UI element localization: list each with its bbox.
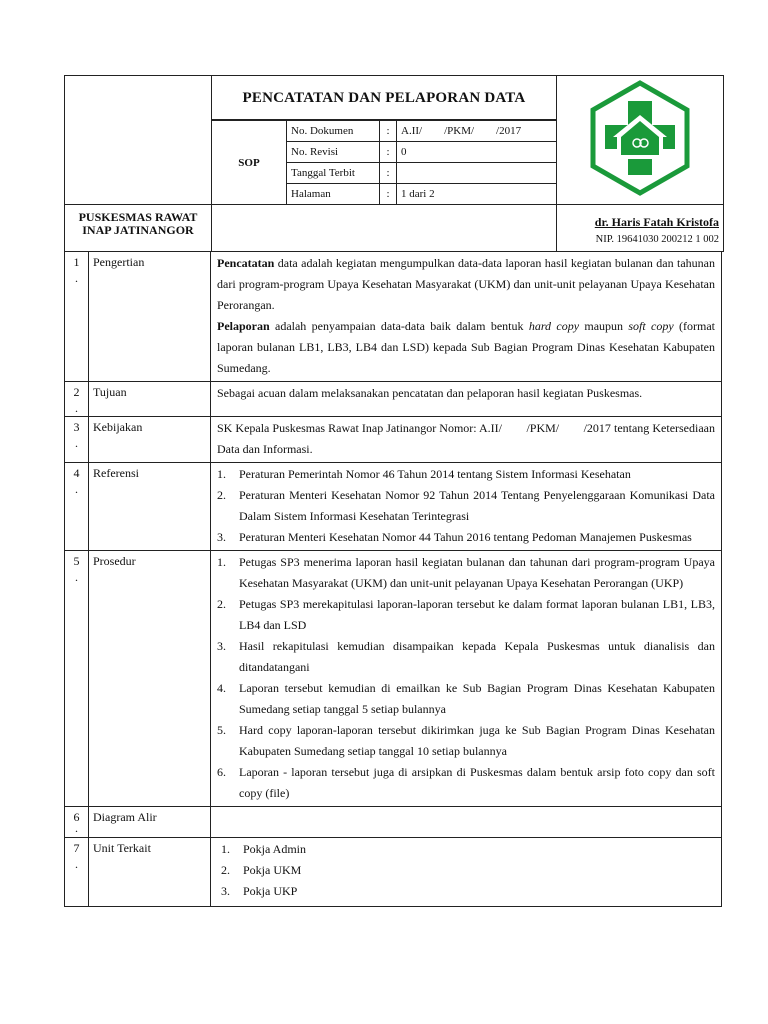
logo-cell	[557, 76, 724, 205]
section-kebijakan	[65, 417, 722, 463]
section-number: 4 .	[65, 463, 89, 551]
unit-list	[217, 839, 715, 902]
org-cell	[65, 205, 212, 252]
doc-field-sep: :	[380, 163, 397, 184]
section-content	[211, 551, 722, 807]
list-item: 4. Laporan tersebut kemudian di emailkan ke Sub Bagian Program Dinas Kesehatan Kabupaten Sumedang setiap tanggal 5 setiap bulannya	[217, 681, 715, 716]
list-item: 3. Peraturan Menteri Kesehatan Nomor 44 Tahun 2016 tentang Pedoman Manajemen Puskesmas	[217, 530, 692, 544]
doc-field-sep: :	[380, 184, 397, 205]
section-label: Diagram Alir	[89, 807, 211, 838]
list-item: 6. Laporan - laporan tersebut juga di arsipkan di Puskesmas dalam bentuk arsip foto copy dan soft copy (file)	[217, 765, 715, 800]
section-label: Unit Terkait	[89, 838, 211, 907]
sop-document	[64, 75, 722, 907]
section-label: Prosedur	[89, 551, 211, 807]
italic-term: hard copy	[528, 319, 580, 333]
doc-field-sep: :	[380, 142, 397, 163]
section-number: 6 .	[65, 807, 89, 838]
doc-field-value	[397, 163, 557, 184]
section-number: 3 .	[65, 417, 89, 463]
section-number: 5 .	[65, 551, 89, 807]
list-item: 3. Hasil rekapitulasi kemudian disampaikan kepada Kepala Puskesmas untuk dianalisis dan ditandatangani	[217, 639, 715, 674]
section-content: SK Kepala Puskesmas Rawat Inap Jatinangor Nomor: A.II/ /PKM/ /2017 tentang Ketersediaan Data dan Informasi.	[211, 417, 722, 463]
section-number: 7 .	[65, 838, 89, 907]
doc-field-value: A.II/ /PKM/ /2017	[397, 121, 557, 142]
doc-field-label: Tanggal Terbit	[287, 163, 380, 184]
puskesmas-logo-icon	[585, 79, 695, 197]
list-item: 1. Petugas SP3 menerima laporan hasil kegiatan bulanan dan tahunan dari program-program Upaya Kesehatan Masyarakat (UKM) dan unit-unit pelayanan Upaya Kesehatan Perorangan (UKP)	[217, 555, 715, 590]
definition-text: maupun	[579, 319, 629, 333]
section-content	[211, 807, 722, 838]
definition-text: data adalah kegiatan mengumpulkan data-data laporan hasil kegiatan bulanan dan tahunan dari program-program Upaya Kesehatan Masyarakat (UKM) dan unit-unit pelayanan Upaya Kesehatan Perorangan.	[217, 256, 715, 312]
header-empty-cell	[212, 205, 557, 252]
document-title: PENCATATAN DAN PELAPORAN DATA	[242, 90, 526, 106]
section-content: Sebagai acuan dalam melaksanakan pencatatan dan pelaporan hasil kegiatan Puskesmas.	[211, 382, 722, 417]
sop-label: SOP	[212, 121, 287, 205]
section-diagram-alir	[65, 807, 722, 838]
list-item: 3. Pokja UKP	[221, 884, 298, 898]
section-content	[211, 838, 722, 907]
section-number: 1 .	[65, 252, 89, 382]
signer-nip: NIP. 19641030 200212 1 002	[595, 234, 719, 245]
definition-text: (format laporan bulanan LB1, LB3, LB4 dan LSD) kepada Sub Bagian Program Dinas Kesehatan Kabupaten Sumedang.	[217, 319, 715, 375]
section-content	[211, 252, 722, 382]
section-label: Tujuan	[89, 382, 211, 417]
procedure-list	[217, 552, 715, 804]
doc-info-cell	[212, 120, 557, 205]
list-item: 2. Petugas SP3 merekapitulasi laporan-laporan tersebut ke dalam format laporan bulanan LB1, LB3, LB4 dan LSD	[217, 597, 715, 632]
list-item: 1. Peraturan Pemerintah Nomor 46 Tahun 2014 tentang Sistem Informasi Kesehatan	[217, 467, 631, 481]
definition-text: adalah penyampaian data-data baik dalam bentuk	[269, 319, 529, 333]
section-referensi	[65, 463, 722, 551]
section-prosedur	[65, 551, 722, 807]
sop-body-table	[64, 252, 722, 907]
signer-name: dr. Haris Fatah Kristofa	[594, 215, 719, 229]
italic-term: soft copy	[628, 319, 674, 333]
title-cell	[212, 76, 557, 120]
list-item: 2. Pokja UKM	[221, 863, 302, 877]
section-label: Pengertian	[89, 252, 211, 382]
doc-field-label: No. Dokumen	[287, 121, 380, 142]
list-item: 1. Pokja Admin	[221, 842, 307, 856]
org-name: PUSKESMAS RAWAT INAP JATINANGOR	[78, 210, 198, 237]
doc-info-table	[212, 120, 556, 204]
section-tujuan	[65, 382, 722, 417]
list-item: 2. Peraturan Menteri Kesehatan Nomor 92 Tahun 2014 Tentang Penyelenggaraan Komunikasi Data Dalam Sistem Informasi Kesehatan Terintegrasi	[217, 488, 715, 523]
list-item: 5. Hard copy laporan-laporan tersebut dikirimkan juga ke Sub Bagian Program Dinas Kesehatan Kabupaten Sumedang setiap tanggal 10 setiap bulannya	[217, 723, 715, 758]
section-label: Referensi	[89, 463, 211, 551]
reference-list	[217, 464, 715, 548]
section-unit-terkait	[65, 838, 722, 907]
signature-cell	[557, 205, 724, 252]
doc-field-label: Halaman	[287, 184, 380, 205]
term-pencatatan: Pencatatan	[217, 256, 275, 270]
sop-header-table	[64, 75, 724, 252]
doc-field-label: No. Revisi	[287, 142, 380, 163]
doc-field-sep: :	[380, 121, 397, 142]
section-pengertian	[65, 252, 722, 382]
section-label: Kebijakan	[89, 417, 211, 463]
header-blank-cell	[65, 76, 212, 205]
section-number: 2 .	[65, 382, 89, 417]
doc-field-value: 1 dari 2	[397, 184, 557, 205]
term-pelaporan: Pelaporan	[217, 319, 270, 333]
doc-field-value: 0	[397, 142, 557, 163]
section-content	[211, 463, 722, 551]
